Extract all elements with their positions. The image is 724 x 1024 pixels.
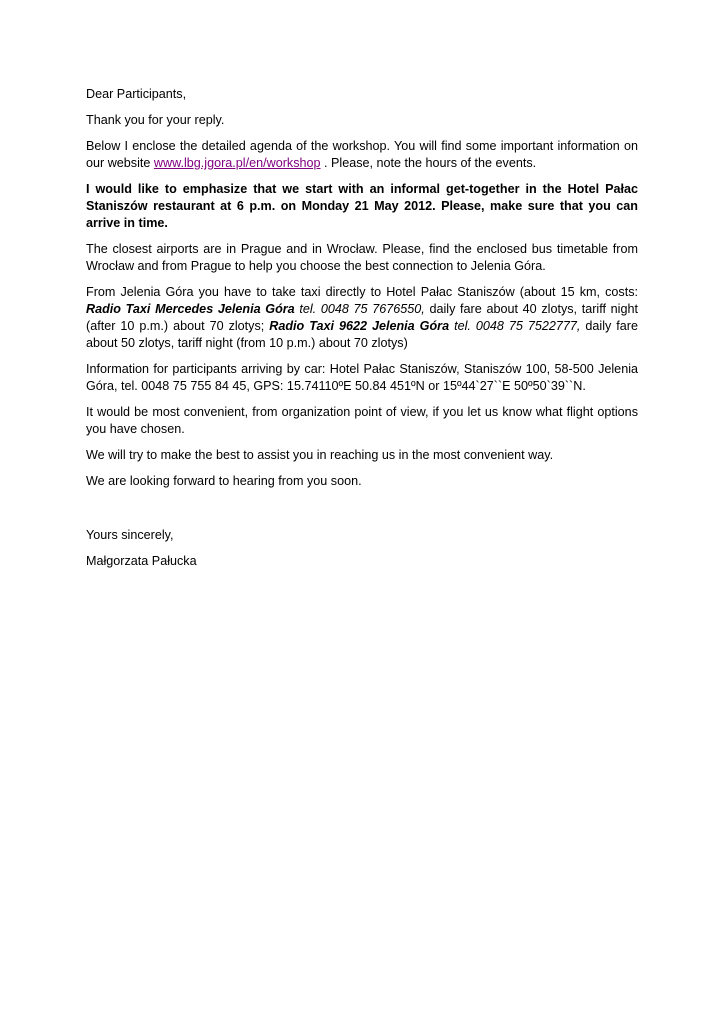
emphasis-paragraph: I would like to emphasize that we start with an informal get-together in the Hotel Pałac Staniszów restaurant at 6 p.m. on Monday 21 May 2012. Please, make sure that you can arrive in time. <box>86 182 638 230</box>
closing: Yours sincerely, <box>86 528 174 542</box>
workshop-link[interactable]: www.lbg.jgora.pl/en/workshop <box>153 156 321 170</box>
taxi-paragraph <box>86 284 638 352</box>
taxi-text-1: From Jelenia Góra you have to take taxi directly to Hotel Pałac Staniszów (about 15 km, costs: <box>86 285 638 299</box>
signature: Małgorzata Pałucka <box>86 554 197 568</box>
car-paragraph: Information for participants arriving by car: Hotel Pałac Staniszów, Staniszów 100, 58-500 Jelenia Góra, tel. 0048 75 755 84 45, GPS: 15.74110ºE 50.84 451ºN or 15º44`27``E 50º50`39``N. <box>86 362 638 393</box>
airports-paragraph: The closest airports are in Prague and in Wrocław. Please, find the enclosed bus timetable from Wrocław and from Prague to help you choose the best connection to Jelenia Góra. <box>86 242 638 273</box>
spacer <box>86 499 638 527</box>
agenda-text-after: . Please, note the hours of the events. <box>320 156 537 170</box>
forward-paragraph: We are looking forward to hearing from you soon. <box>86 474 362 488</box>
taxi-text-3: daily fare about 50 zlotys, tariff night (from 10 p.m.) about 70 zlotys) <box>86 319 638 350</box>
agenda-paragraph <box>86 138 638 172</box>
taxi-text-2: daily fare about 40 zlotys, tariff night (after 10 p.m.) about 70 zlotys; <box>86 302 638 333</box>
assist-paragraph: We will try to make the best to assist you in reaching us in the most convenient way. <box>86 448 554 462</box>
taxi-company-1: Radio Taxi Mercedes Jelenia Góra <box>86 302 295 316</box>
taxi-phone-2: tel. 0048 75 7522777, <box>449 319 581 333</box>
salutation: Dear Participants, <box>86 87 187 101</box>
flight-paragraph: It would be most convenient, from organization point of view, if you let us know what flight options you have chosen. <box>86 405 638 436</box>
taxi-phone-1: tel. 0048 75 7676550, <box>294 302 425 316</box>
taxi-company-2: Radio Taxi 9622 Jelenia Góra <box>269 319 450 333</box>
agenda-text-before: Below I enclose the detailed agenda of the workshop. You will find some important information on our website <box>86 139 638 170</box>
thanks-paragraph: Thank you for your reply. <box>86 113 225 127</box>
